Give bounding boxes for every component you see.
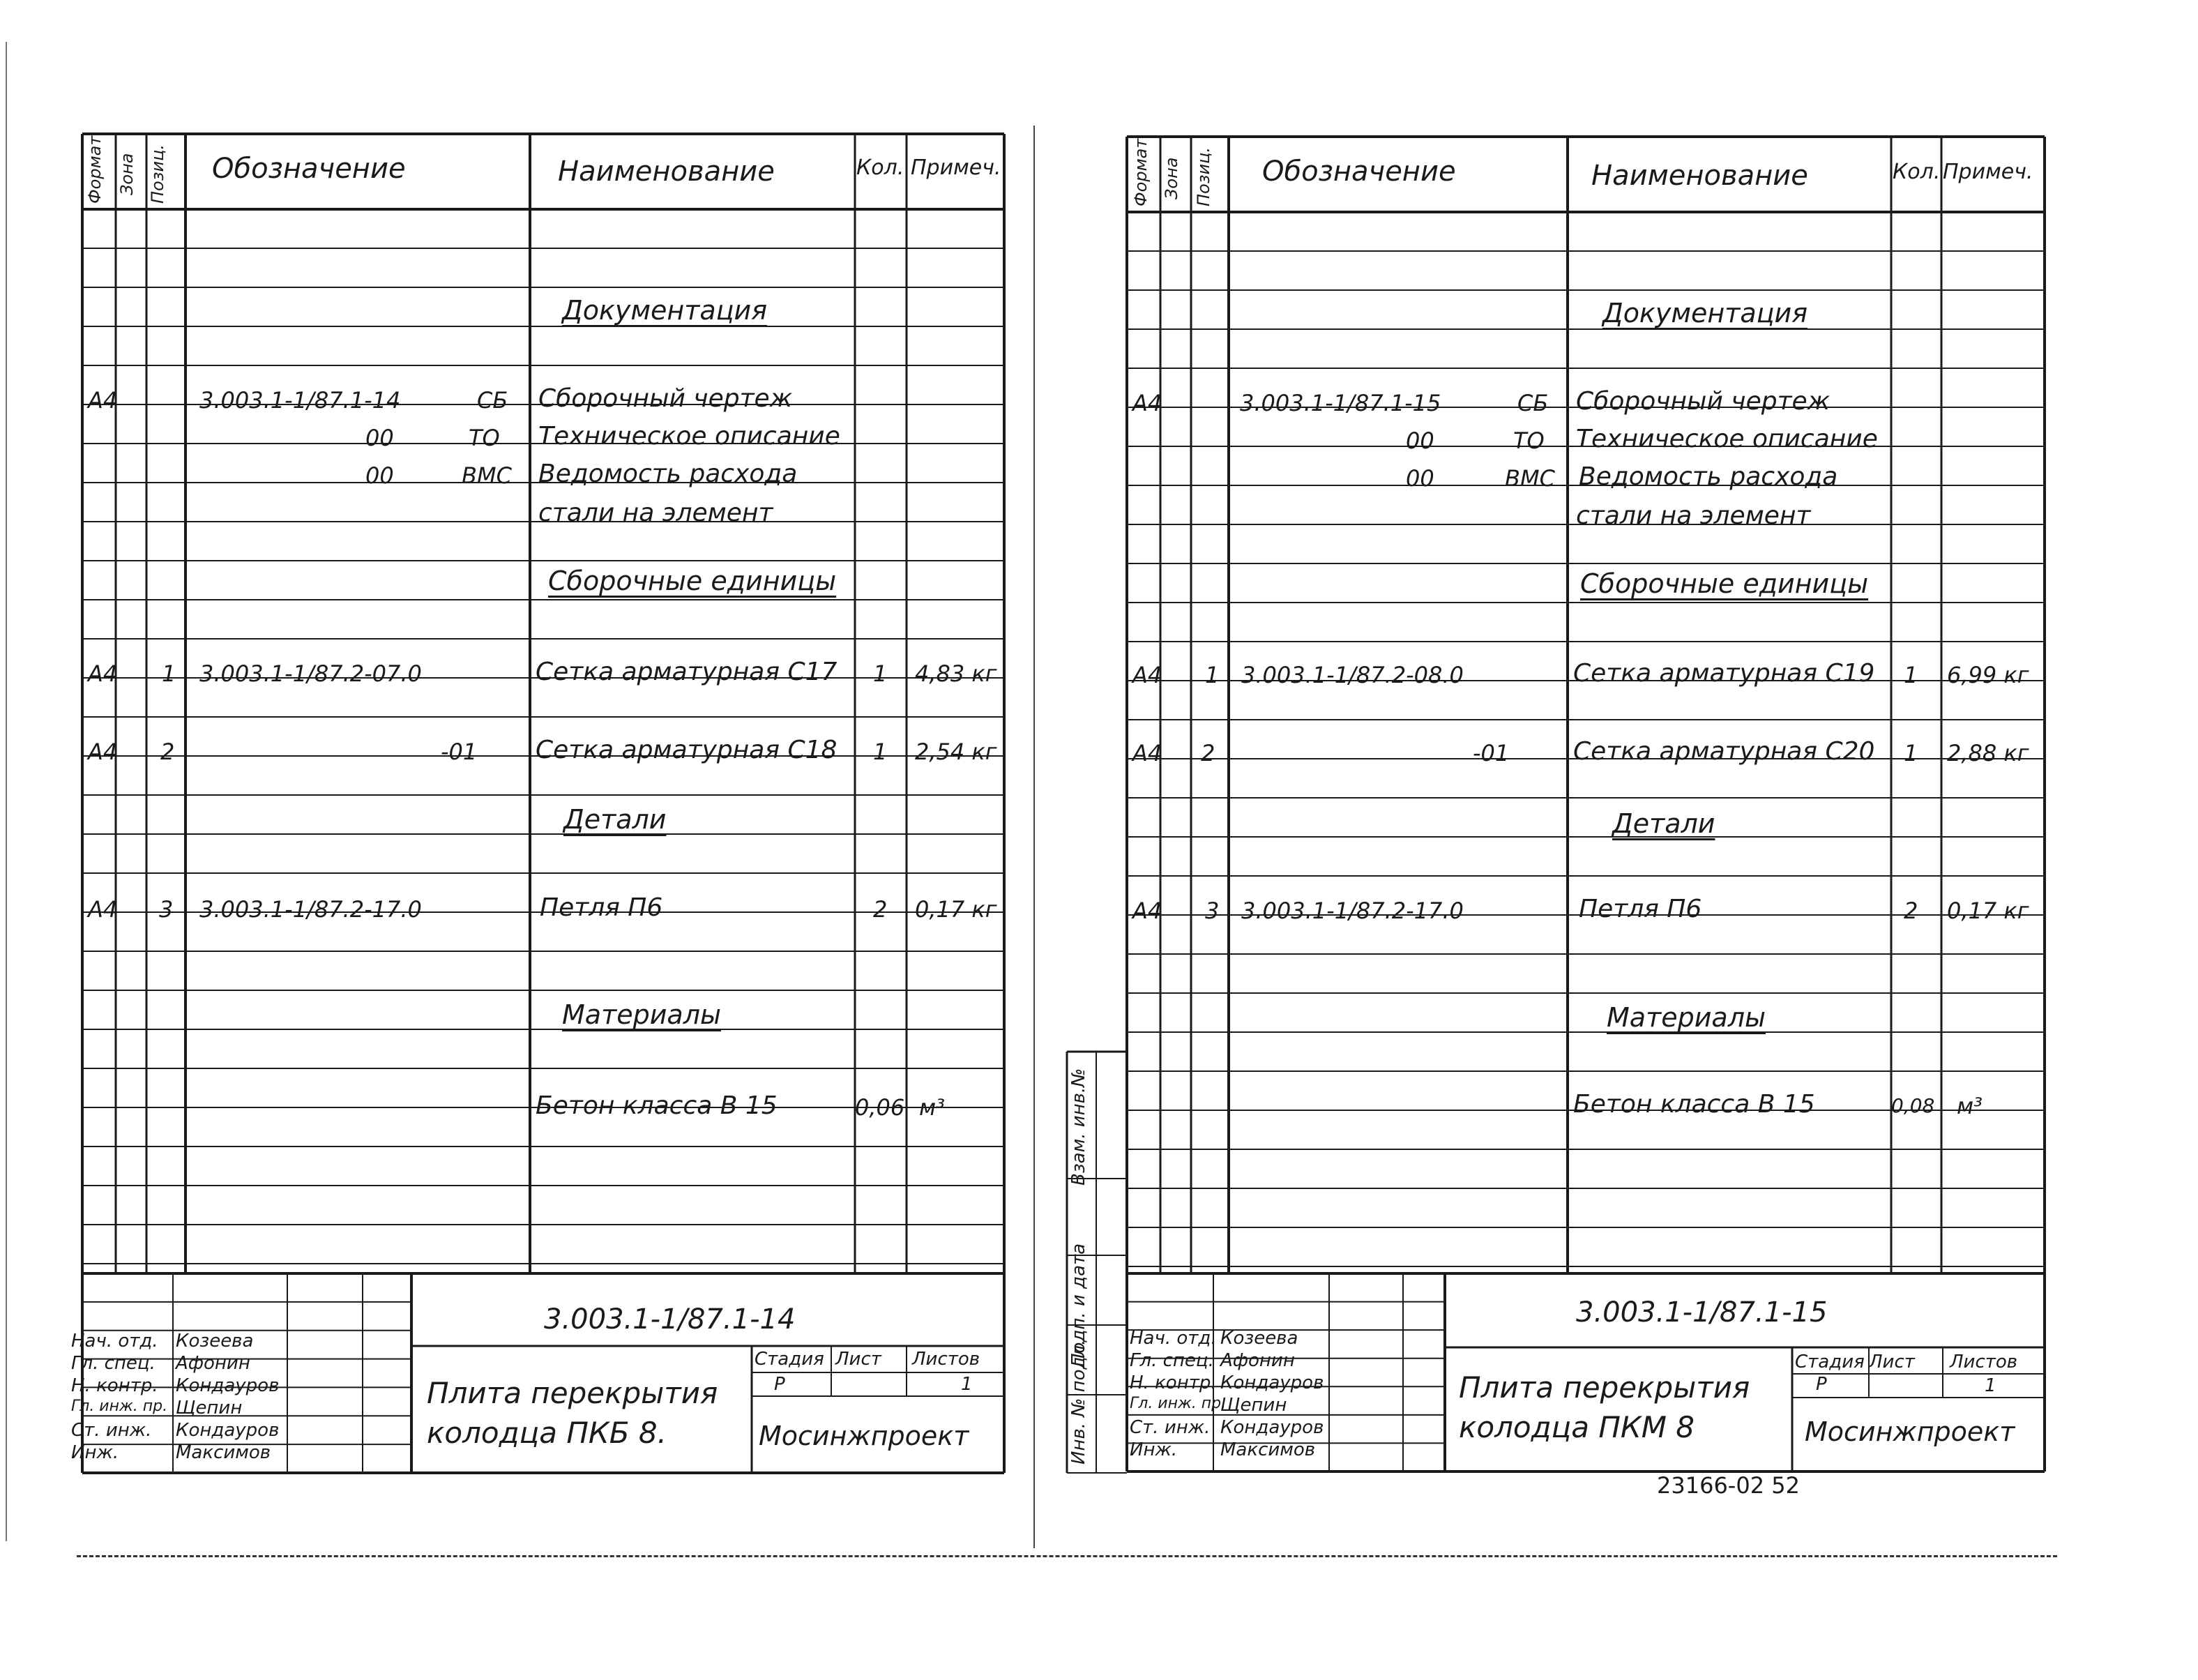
left-doc1-name: Сборочный чертеж — [538, 384, 793, 413]
left-doc3-name: Ведомость расхода — [538, 460, 798, 488]
right-role-1: Гл. спец. — [1130, 1350, 1214, 1371]
right-asm1-position: 1 — [1205, 662, 1220, 688]
left-mat1-note: м³ — [919, 1094, 945, 1121]
left-asm2-position: 2 — [160, 739, 175, 765]
right-asm1-name: Сетка арматурная С19 — [1573, 659, 1875, 688]
right-stage-label: Стадия — [1795, 1352, 1865, 1372]
right-role-0: Нач. отд. — [1130, 1328, 1217, 1349]
right-doc1-format: А4 — [1132, 390, 1162, 416]
left-doc3-code: ВМС — [462, 462, 512, 489]
left-header-designation: Обозначение — [212, 153, 406, 185]
right-header-designation: Обозначение — [1262, 156, 1456, 188]
right-stamp-title: Плита перекрытия колодца ПКМ 8 — [1459, 1370, 1750, 1444]
left-role-2: Н. контр. — [71, 1375, 158, 1396]
right-side-sign-date: Подп. и дата — [1068, 1243, 1089, 1367]
left-stage-value: Р — [774, 1374, 785, 1395]
right-org-name: Мосинжпроект — [1805, 1416, 2015, 1447]
right-header-qty: Кол. — [1893, 160, 1941, 184]
left-header-note: Примеч. — [911, 156, 1001, 180]
left-org-name: Мосинжпроект — [759, 1421, 969, 1451]
right-part1-position: 3 — [1205, 898, 1220, 924]
left-header-zone: Зона — [117, 153, 137, 195]
left-part1-position: 3 — [159, 896, 174, 923]
right-person-2: Кондауров — [1220, 1372, 1324, 1393]
left-asm1-position: 1 — [162, 660, 176, 687]
left-part1-designation: 3.003.1-1/87.2-17.0 — [199, 896, 422, 923]
right-asm2-name: Сетка арматурная С20 — [1573, 737, 1875, 766]
right-role-4: Ст. инж. — [1130, 1417, 1211, 1438]
left-asm1-qty: 1 — [873, 660, 888, 687]
left-person-5: Максимов — [176, 1442, 271, 1463]
right-doc3-name: Ведомость расхода — [1579, 462, 1838, 491]
right-asm2-position: 2 — [1201, 740, 1215, 766]
right-asm1-qty: 1 — [1904, 662, 1918, 688]
left-section-assembly-units: Сборочные единицы — [548, 566, 837, 596]
left-role-3: Гл. инж. пр. — [71, 1398, 168, 1415]
left-asm2-qty: 1 — [873, 739, 888, 765]
left-header-qty: Кол. — [856, 156, 904, 180]
right-mat1-note: м³ — [1957, 1093, 1983, 1119]
left-part1-qty: 2 — [873, 896, 888, 923]
right-person-1: Афонин — [1220, 1350, 1295, 1371]
left-part1-name: Петля П6 — [540, 893, 663, 922]
left-sheets-label: Листов — [912, 1349, 980, 1370]
left-role-4: Ст. инж. — [71, 1420, 152, 1441]
right-part1-qty: 2 — [1904, 898, 1918, 924]
left-doc3-designation: 00 — [365, 462, 394, 489]
right-doc2-designation: 00 — [1406, 427, 1434, 454]
right-doc1-designation: 3.003.1-1/87.1-15 — [1240, 390, 1441, 416]
left-stage-label: Стадия — [755, 1349, 824, 1370]
left-asm1-name: Сетка арматурная С17 — [536, 658, 837, 686]
left-role-1: Гл. спец. — [71, 1353, 156, 1374]
right-header-format: Формат — [1131, 138, 1151, 206]
left-header-name: Наименование — [558, 156, 775, 188]
right-doc1-name: Сборочный чертеж — [1576, 387, 1831, 416]
left-doc2-designation: 00 — [365, 425, 394, 451]
left-header-position: Позиц. — [148, 144, 167, 204]
right-stamp-code: 3.003.1-1/87.1-15 — [1576, 1296, 1828, 1329]
right-role-3: Гл. инж. пр. — [1130, 1395, 1227, 1412]
left-mat1-name: Бетон класса В 15 — [536, 1091, 778, 1120]
left-doc1-designation: 3.003.1-1/87.1-14 — [199, 387, 401, 414]
right-role-2: Н. контр. — [1130, 1372, 1217, 1393]
right-doc2-code: ТО — [1513, 427, 1545, 454]
right-doc2-name: Техническое описание — [1576, 425, 1878, 453]
right-section-assembly-units: Сборочные единицы — [1580, 568, 1869, 599]
right-person-0: Козеева — [1220, 1328, 1298, 1349]
right-side-inv-orig: Инв. № подл. — [1068, 1339, 1089, 1465]
right-mat1-qty: 0,08 — [1891, 1094, 1935, 1117]
left-section-documentation: Документация — [562, 295, 768, 326]
right-asm2-qty: 1 — [1904, 740, 1918, 766]
right-header-position: Позиц. — [1194, 146, 1213, 206]
left-part1-note: 0,17 кг — [915, 896, 997, 923]
right-asm1-designation: 3.003.1-1/87.2-08.0 — [1241, 662, 1464, 688]
left-doc1-format: А4 — [88, 387, 118, 414]
bottom-dashed-line — [77, 1555, 2057, 1557]
left-doc1-code: СБ — [477, 387, 508, 414]
right-person-5: Максимов — [1220, 1439, 1316, 1460]
right-header-note: Примеч. — [1943, 160, 2033, 184]
right-sheet-label: Лист — [1869, 1352, 1915, 1372]
left-section-parts: Детали — [563, 804, 667, 835]
right-asm1-format: А4 — [1132, 662, 1162, 688]
right-asm1-note: 6,99 кг — [1947, 662, 2029, 688]
left-doc2-name: Техническое описание — [538, 422, 840, 451]
right-role-5: Инж. — [1130, 1439, 1178, 1460]
left-stamp-title: Плита перекрытия колодца ПКБ 8. — [427, 1376, 718, 1450]
right-mat1-name: Бетон класса В 15 — [1573, 1090, 1815, 1119]
left-mat1-qty: 0,06 — [855, 1094, 905, 1121]
right-asm2-format: А4 — [1132, 740, 1162, 766]
right-section-documentation: Документация — [1602, 298, 1808, 328]
right-side-replace-inv: Взам. инв.№ — [1068, 1068, 1089, 1186]
right-person-4: Кондауров — [1220, 1417, 1324, 1438]
right-sheets-label: Листов — [1950, 1352, 2018, 1372]
right-part1-format: А4 — [1132, 898, 1162, 924]
left-person-4: Кондауров — [176, 1420, 280, 1441]
right-doc3-designation: 00 — [1406, 465, 1434, 492]
left-asm2-format: А4 — [88, 739, 118, 765]
right-part1-designation: 3.003.1-1/87.2-17.0 — [1241, 898, 1464, 924]
left-person-1: Афонин — [176, 1353, 250, 1374]
left-header-format: Формат — [85, 135, 105, 204]
left-sheet-label: Лист — [835, 1349, 881, 1370]
left-role-5: Инж. — [71, 1442, 119, 1463]
left-asm2-name: Сетка арматурная С18 — [536, 736, 837, 764]
left-asm2-note: 2,54 кг — [915, 739, 997, 765]
right-part1-name: Петля П6 — [1579, 895, 1702, 923]
left-asm2-designation: -01 — [441, 739, 478, 765]
left-section-materials: Материалы — [562, 999, 721, 1030]
left-part1-format: А4 — [88, 896, 118, 923]
left-person-3: Щепин — [176, 1398, 243, 1418]
right-header-zone: Зона — [1162, 157, 1181, 199]
left-person-0: Козеева — [176, 1331, 254, 1352]
left-stamp-code: 3.003.1-1/87.1-14 — [544, 1303, 796, 1335]
right-asm2-note: 2,88 кг — [1947, 740, 2029, 766]
right-sheets-value: 1 — [1985, 1375, 1996, 1396]
left-doc3b-name: стали на элемент — [538, 499, 773, 527]
right-doc3b-name: стали на элемент — [1576, 501, 1811, 530]
right-stage-value: Р — [1816, 1374, 1827, 1395]
right-doc3-code: ВМС — [1505, 465, 1555, 492]
right-doc1-code: СБ — [1517, 390, 1549, 416]
left-doc2-code: ТО — [469, 425, 500, 451]
right-header-name: Наименование — [1591, 160, 1808, 192]
left-asm1-format: А4 — [88, 660, 118, 687]
left-sheets-value: 1 — [961, 1374, 973, 1395]
left-asm1-designation: 3.003.1-1/87.2-07.0 — [199, 660, 422, 687]
right-part1-note: 0,17 кг — [1947, 898, 2029, 924]
right-section-parts: Детали — [1612, 808, 1715, 839]
page-number: 23166-02 52 — [1657, 1472, 1800, 1499]
right-asm2-designation: -01 — [1473, 740, 1510, 766]
left-asm1-note: 4,83 кг — [915, 660, 997, 687]
right-section-materials: Материалы — [1607, 1002, 1766, 1033]
left-person-2: Кондауров — [176, 1375, 280, 1396]
right-person-3: Щепин — [1220, 1395, 1287, 1416]
left-role-0: Нач. отд. — [71, 1331, 158, 1352]
